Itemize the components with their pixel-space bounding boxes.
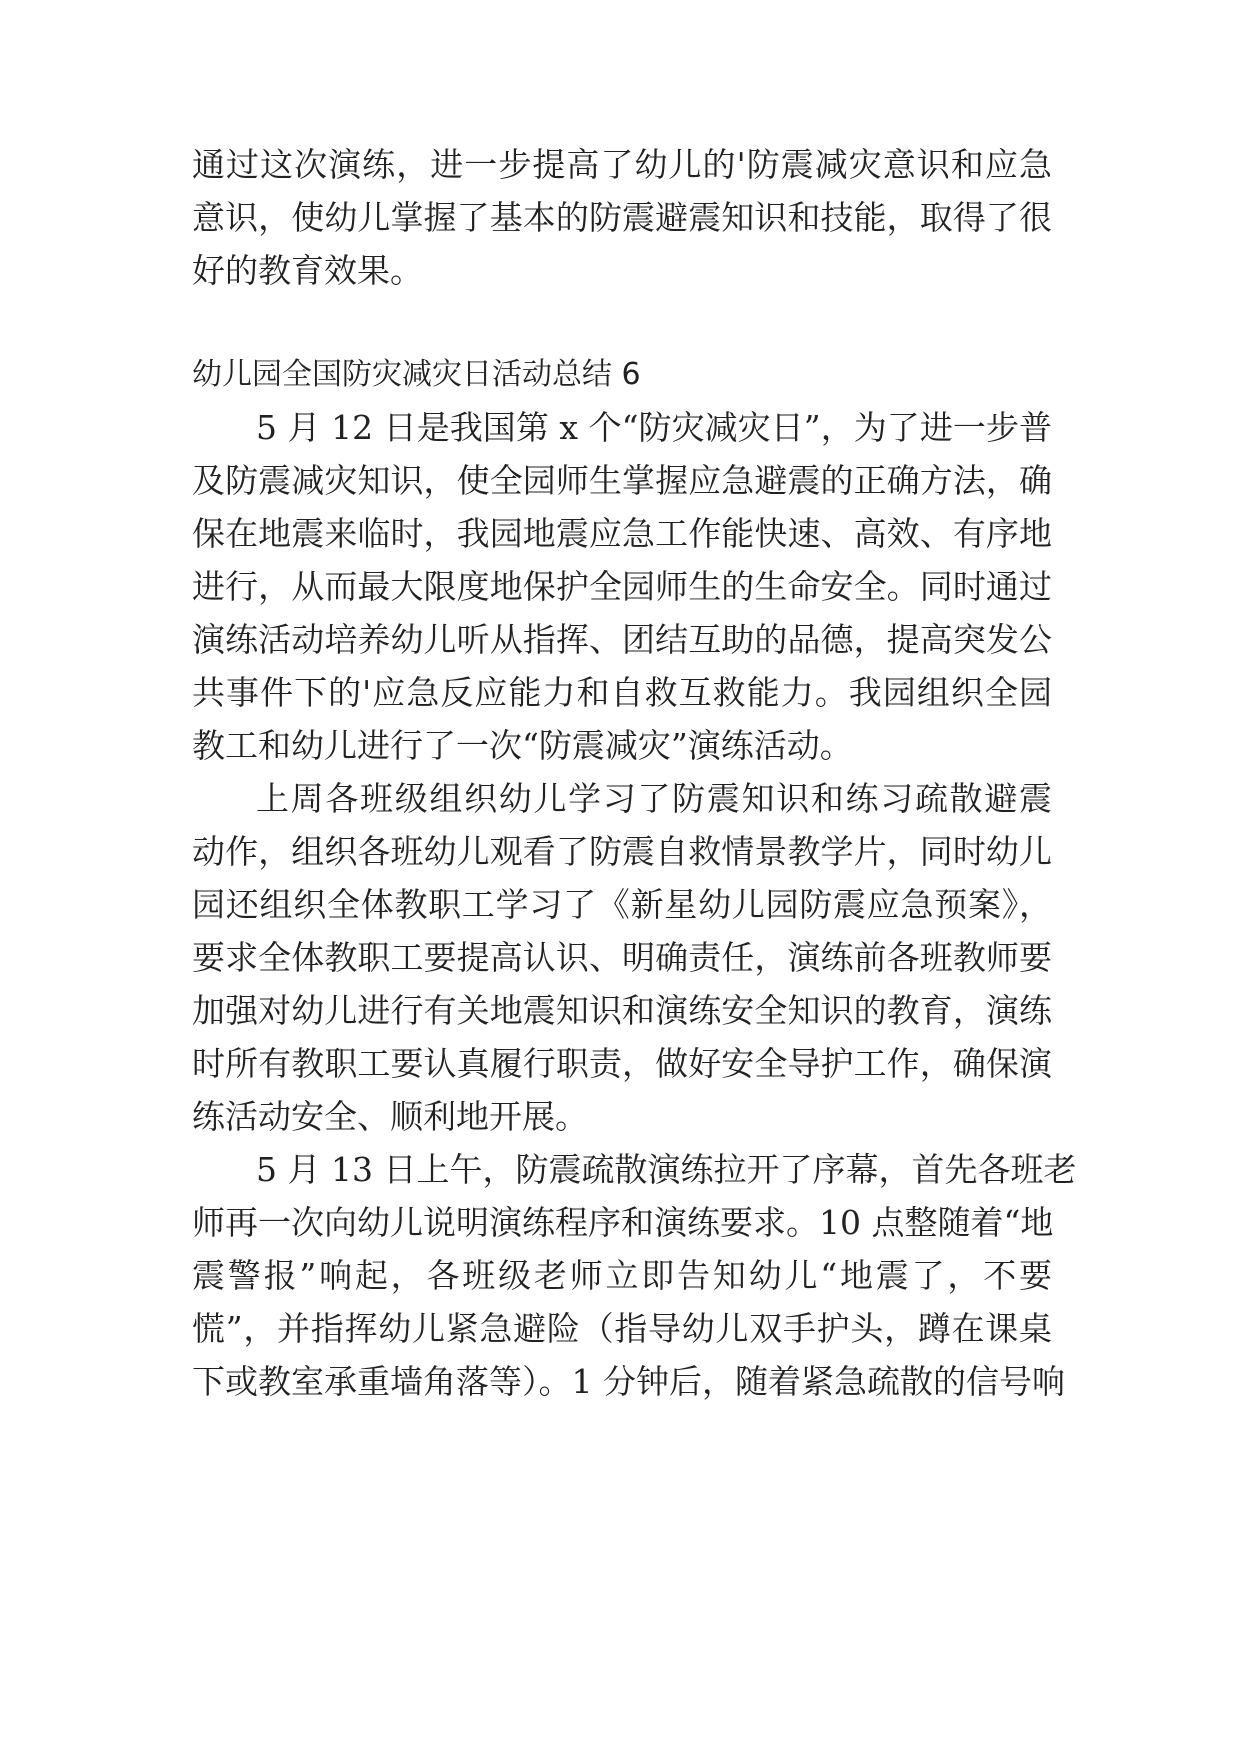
paragraph2-line-2: 动作，组织各班幼儿观看了防震自救情景教学片，同时幼儿 [192, 832, 1052, 871]
paragraph1-line-4: 进行，从而最大限度地保护全园师生的生命安全。同时通过 [192, 567, 1052, 606]
paragraph2-line-6: 时所有教职工要认真履行职责，做好安全导护工作，确保演 [192, 1044, 1052, 1083]
paragraph3-line-5: 下或教室承重墙角落等）。1 分钟后，随着紧急疏散的信号响 [192, 1362, 1065, 1401]
paragraph1-line-3: 保在地震来临时，我园地震应急工作能快速、高效、有序地 [192, 514, 1052, 553]
paragraph1-line-6: 共事件下的'应急反应能力和自救互救能力。我园组织全园 [192, 673, 1052, 712]
paragraph1-line-1: 5 月 12 日是我国第 x 个“防灾减灾日”，为了进一步普 [256, 408, 1052, 447]
paragraph2-line-1: 上周各班级组织幼儿学习了防震知识和练习疏散避震 [256, 779, 1052, 818]
paragraph3-line-4: 慌”，并指挥幼儿紧急避险（指导幼儿双手护头，蹲在课桌 [192, 1309, 1052, 1348]
paragraph3-line-2: 师再一次向幼儿说明演练程序和演练要求。10 点整随着“地 [192, 1203, 1054, 1242]
paragraph2-line-4: 要求全体教职工要提高认识、明确责任，演练前各班教师要 [192, 938, 1052, 977]
paragraph1-line-5: 演练活动培养幼儿听从指挥、团结互助的品德，提高突发公 [192, 620, 1052, 659]
intro-line-1: 通过这次演练，进一步提高了幼儿的'防震减灾意识和应急 [192, 145, 1052, 184]
paragraph3-line-3: 震警报”响起，各班级老师立即告知幼儿“地震了，不要 [192, 1256, 1052, 1295]
intro-line-2: 意识，使幼儿掌握了基本的防震避震知识和技能，取得了很 [192, 198, 1052, 237]
intro-line-3: 好的教育效果。 [192, 251, 423, 290]
paragraph2-line-3: 园还组织全体教职工学习了《新星幼儿园防震应急预案》， [192, 885, 1052, 924]
section-title: 幼儿园全国防灾减灾日活动总结 6 [192, 357, 641, 392]
paragraph1-line-7: 教工和幼儿进行了一次“防震减灾”演练活动。 [192, 726, 853, 765]
paragraph2-line-7: 练活动安全、顺利地开展。 [192, 1097, 588, 1136]
paragraph2-line-5: 加强对幼儿进行有关地震知识和演练安全知识的教育，演练 [192, 991, 1052, 1030]
paragraph1-line-2: 及防震减灾知识，使全园师生掌握应急避震的正确方法，确 [192, 461, 1052, 500]
paragraph3-line-1: 5 月 13 日上午，防震疏散演练拉开了序幕，首先各班老 [256, 1150, 1077, 1189]
